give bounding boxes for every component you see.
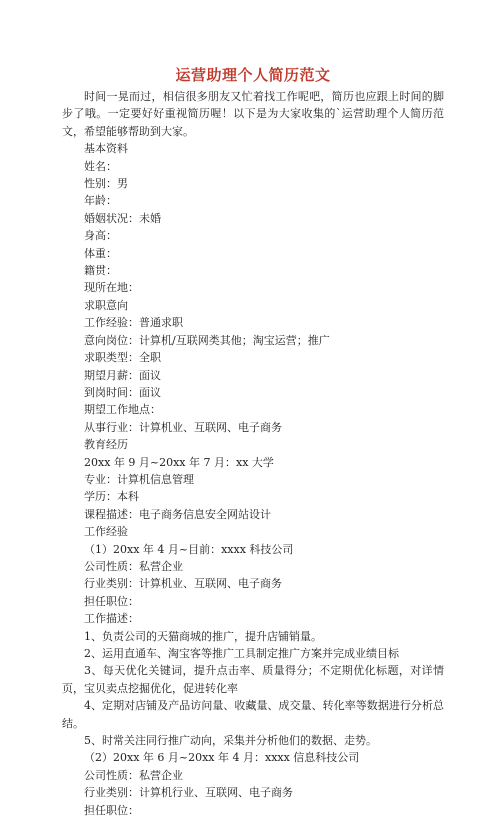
job-1-description-heading: 工作描述： xyxy=(84,612,139,626)
job-2-industry: 行业类别：计算机行业、互联网、电子商务 xyxy=(84,786,293,800)
field-age: 年龄： xyxy=(84,194,117,208)
job-1-duty-1: 1、负责公司的天猫商城的推广，提升店铺销量。 xyxy=(84,629,322,643)
field-job-type: 求职类型：全职 xyxy=(84,351,161,365)
section-heading-job-intention: 求职意向 xyxy=(84,298,128,312)
job-1-period: （1）20xx 年 4 月~目前：xxxx 科技公司 xyxy=(84,542,294,556)
job-1-duty-2: 2、运用直通车、淘宝客等推广工具制定推广方案并完成业绩目标 xyxy=(84,647,399,660)
field-height: 身高： xyxy=(84,229,117,243)
field-weight: 体重： xyxy=(84,246,117,260)
job-1-company-type: 公司性质：私营企业 xyxy=(84,559,183,573)
field-gender: 性别：男 xyxy=(84,177,128,191)
field-start-time: 到岗时间：面议 xyxy=(84,385,161,399)
document-title: 运营助理个人简历范文 xyxy=(175,66,331,84)
resume-body xyxy=(62,140,444,819)
job-1-position: 担任职位： xyxy=(84,594,139,608)
field-name: 姓名： xyxy=(84,159,117,173)
job-2-position: 担任职位： xyxy=(84,803,139,817)
field-native-place: 籍贯： xyxy=(84,264,117,278)
job-2-period: （2）20xx 年 6 月~20xx 年 4 月：xxxx 信息科技公司 xyxy=(84,751,360,765)
job-1-duty-4: 4、定期对店铺及产品访问量、收藏量、成交量、转化率等数据进行分析总结。 xyxy=(62,699,444,730)
field-major: 专业：计算机信息管理 xyxy=(84,472,194,486)
field-intended-position: 意向岗位：计算机/互联网类其他；淘宝运营；推广 xyxy=(84,333,330,347)
field-work-experience: 工作经验：普通求职 xyxy=(84,316,183,330)
section-heading-education: 教育经历 xyxy=(84,438,128,452)
job-1-duty-3: 3、每天优化关键词，提升点击率、质量得分；不定期优化标题，对详情页，宝贝卖点挖掘优化，促进转化率 xyxy=(62,664,444,695)
field-education-period: 20xx 年 9 月~20xx 年 7 月：xx 大学 xyxy=(84,455,274,469)
field-expected-location: 期望工作地点： xyxy=(84,403,161,417)
field-expected-salary: 期望月薪：面议 xyxy=(84,368,161,382)
section-heading-basic-info: 基本资料 xyxy=(84,142,128,156)
field-current-location: 现所在地： xyxy=(84,281,139,295)
job-1-industry: 行业类别：计算机业、互联网、电子商务 xyxy=(84,577,282,591)
intro-paragraph: 时间一晃而过，相信很多朋友又忙着找工作呢吧，简历也应跟上时间的脚步了哦。一定要好好重视简历喔！以下是为大家收集的`运营助理个人简历范文，希望能够帮助到大家。 xyxy=(62,90,444,138)
section-heading-work-experience: 工作经验 xyxy=(84,525,128,539)
field-degree: 学历：本科 xyxy=(84,490,139,504)
job-2-company-type: 公司性质：私营企业 xyxy=(84,768,183,782)
job-1-duty-5: 5、时常关注同行推广动向，采集并分析他们的数据、走势。 xyxy=(84,734,377,748)
field-course-description: 课程描述：电子商务信息安全网站设计 xyxy=(84,507,271,521)
field-industry: 从事行业：计算机业、互联网、电子商务 xyxy=(84,420,282,434)
field-marital-status: 婚姻状况：未婚 xyxy=(84,211,161,225)
